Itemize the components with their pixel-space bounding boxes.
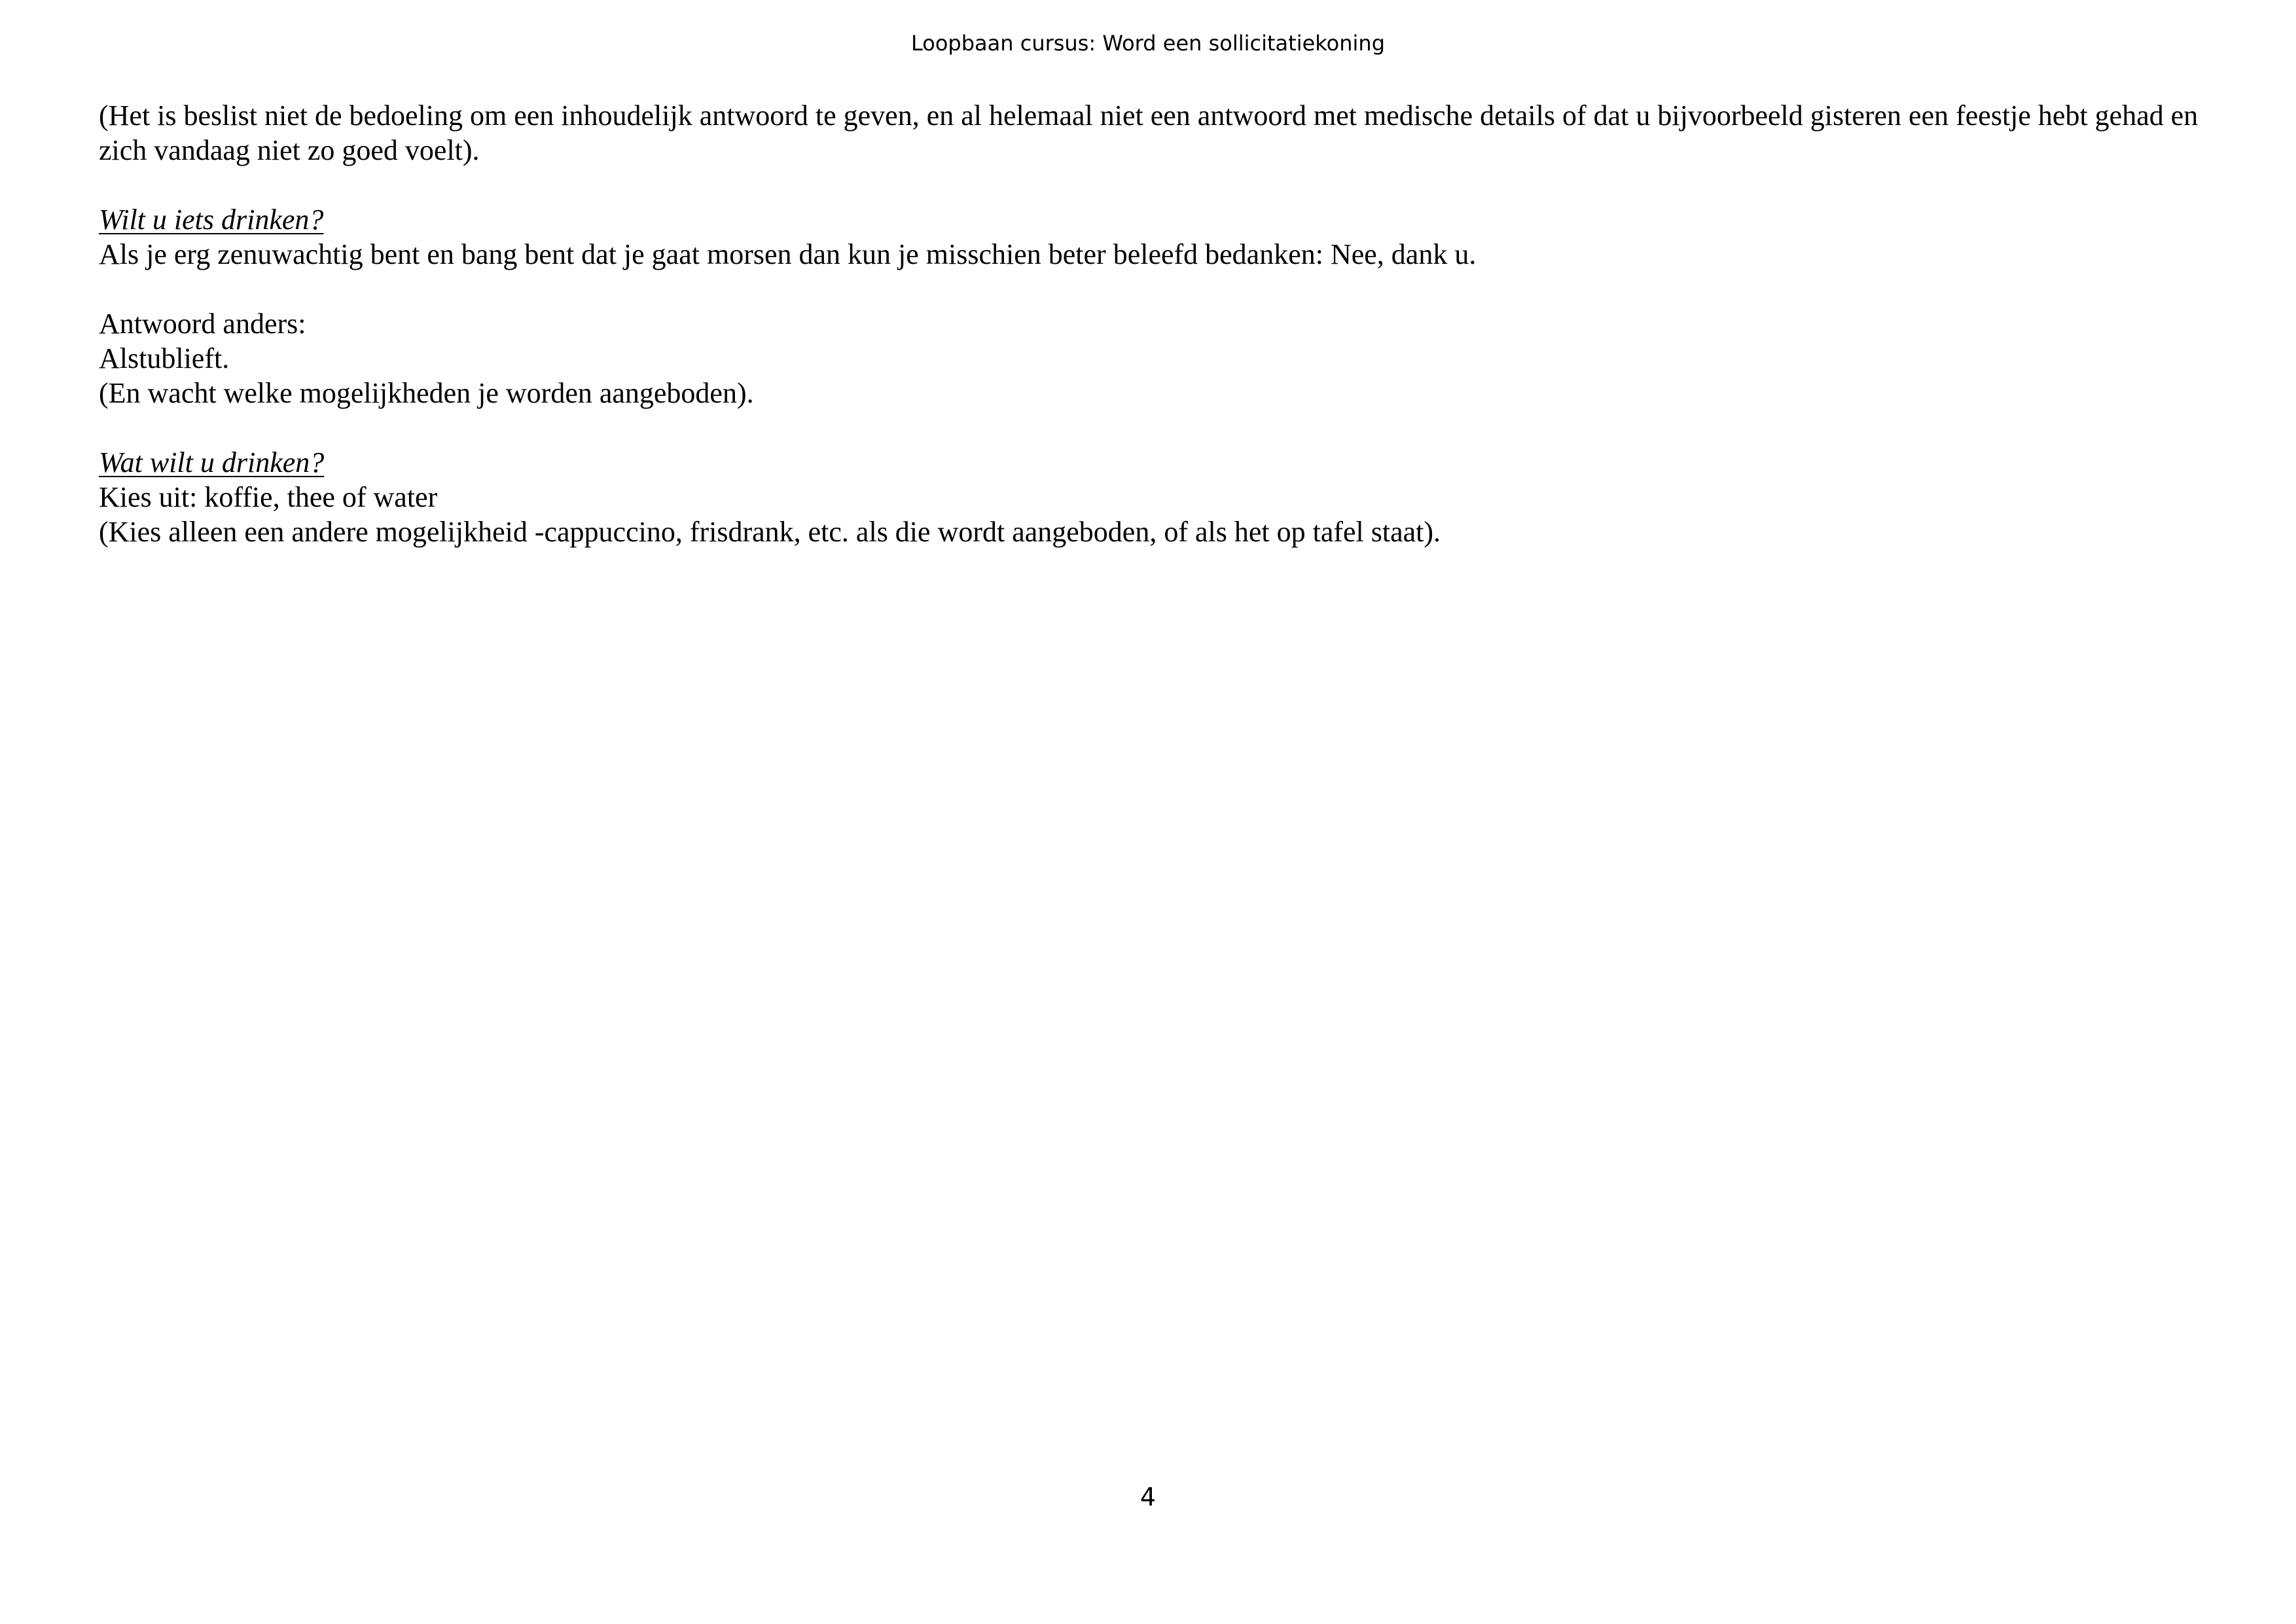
- section-alternative-answer: [99, 306, 2200, 410]
- answer-label: Antwoord anders:: [99, 308, 306, 340]
- document-body: [99, 98, 2200, 549]
- answer-text: Alstublieft.: [99, 342, 230, 374]
- answer-note: (En wacht welke mogelijkheden je worden aangeboden).: [99, 377, 754, 409]
- answer-note: (Kies alleen een andere mogelijkheid -cappuccino, frisdrank, etc. als die wordt aangeboden, of als het op tafel staat).: [99, 516, 1441, 548]
- answer-text: Als je erg zenuwachtig bent en bang bent dat je gaat morsen dan kun je misschien beter beleefd bedanken: Nee, dank u.: [99, 238, 1477, 270]
- question-heading: Wat wilt u drinken?: [99, 446, 325, 478]
- intro-note: (Het is beslist niet de bedoeling om een inhoudelijk antwoord te geven, en al helemaal niet een antwoord met medische details of dat u bijvoorbeeld gisteren een feestje hebt gehad en zich vandaag niet zo goed voelt).: [99, 99, 2198, 166]
- page-header: Loopbaan cursus: Word een sollicitatiekoning: [911, 31, 1385, 56]
- answer-text: Kies uit: koffie, thee of water: [99, 481, 438, 513]
- question-heading: Wilt u iets drinken?: [99, 204, 324, 236]
- page-number: 4: [1139, 1483, 1157, 1511]
- section-drink-offer: [99, 202, 2200, 272]
- section-drink-choice: [99, 445, 2200, 549]
